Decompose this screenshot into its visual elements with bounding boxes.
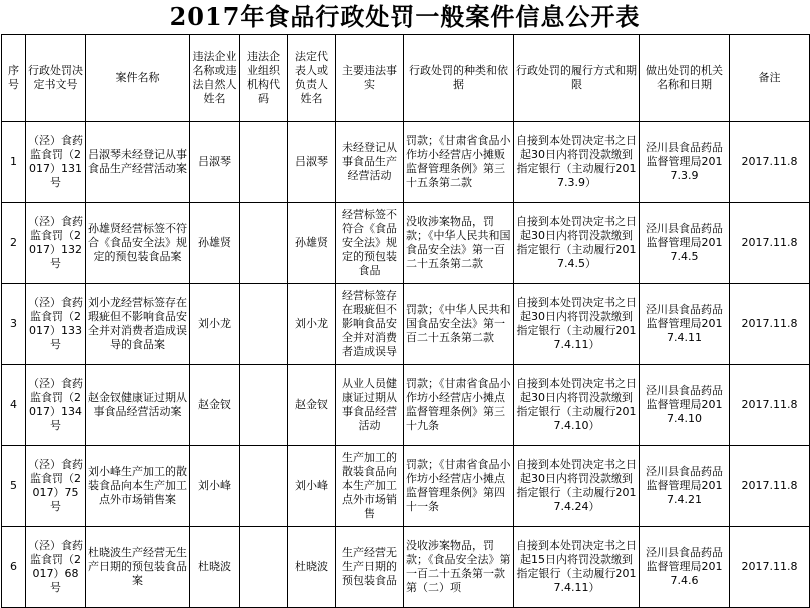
cell-case: 赵金钗健康证过期从事食品经营活动案 — [86, 365, 190, 446]
cell-rep: 吕淑琴 — [288, 122, 336, 203]
col-header-org-code: 违法企业组织机构代码 — [240, 35, 288, 122]
cell-penalty: 罚款；《甘肃省食品小作坊小经营店小摊点监督管理条例》第四十一条 — [404, 446, 514, 527]
cell-facts: 生产加工的散装食品向本生产加工点外市场销售 — [336, 446, 404, 527]
cell-facts: 经营标签存在瑕疵但不影响食品安全并对消费者造成误导 — [336, 284, 404, 365]
header-row — [2, 35, 810, 122]
cell-no: 6 — [2, 527, 26, 608]
cell-violator: 赵金钗 — [190, 365, 240, 446]
col-header-doc: 行政处罚决定书文号 — [26, 35, 86, 122]
page-title: 2017年食品行政处罚一般案件信息公开表 — [169, 2, 641, 31]
cell-violator: 刘小龙 — [190, 284, 240, 365]
col-header-violator: 违法企业名称或违法自然人姓名 — [190, 35, 240, 122]
cell-case: 刘小龙经营标签存在瑕疵但不影响食品安全并对消费者造成误导的食品案 — [86, 284, 190, 365]
cell-org-code — [240, 284, 288, 365]
col-header-rep: 法定代表人或负责人姓名 — [288, 35, 336, 122]
cell-rep: 刘小峰 — [288, 446, 336, 527]
cell-penalty: 罚款；《甘肃省食品小作坊小经营店小摊贩监督管理条例》第三十五条第二款 — [404, 122, 514, 203]
cell-method: 自接到本处罚决定书之日起30日内将罚没款缴到指定银行（主动履行2017.4.11） — [514, 284, 640, 365]
cell-facts: 从业人员健康证过期从事食品经营活动 — [336, 365, 404, 446]
col-header-no: 序号 — [2, 35, 26, 122]
col-header-method: 行政处罚的履行方式和期限 — [514, 35, 640, 122]
cell-no: 3 — [2, 284, 26, 365]
cell-doc: （泾）食药监食罚（2017）75号 — [26, 446, 86, 527]
cell-remark: 2017.11.8 — [730, 122, 810, 203]
cell-authority: 泾川县食品药品监督管理局2017.4.11 — [640, 284, 730, 365]
cell-no: 1 — [2, 122, 26, 203]
cell-remark: 2017.11.8 — [730, 365, 810, 446]
cell-remark: 2017.11.8 — [730, 527, 810, 608]
col-header-penalty: 行政处罚的种类和依据 — [404, 35, 514, 122]
table-row — [2, 365, 810, 446]
cell-doc: （泾）食药监食罚（2017）131号 — [26, 122, 86, 203]
cell-authority: 泾川县食品药品监督管理局2017.4.5 — [640, 203, 730, 284]
cell-method: 自接到本处罚决定书之日起30日内将罚没款缴到指定银行（主动履行2017.4.10） — [514, 365, 640, 446]
cell-doc: （泾）食药监食罚（2017）68号 — [26, 527, 86, 608]
cell-org-code — [240, 365, 288, 446]
col-header-case: 案件名称 — [86, 35, 190, 122]
cell-authority: 泾川县食品药品监督管理局2017.3.9 — [640, 122, 730, 203]
cell-violator: 吕淑琴 — [190, 122, 240, 203]
cell-method: 自接到本处罚决定书之日起30日内将罚没款缴到指定银行（主动履行2017.3.9） — [514, 122, 640, 203]
table-row — [2, 284, 810, 365]
cell-violator: 杜晓波 — [190, 527, 240, 608]
cell-case: 杜晓波生产经营无生产日期的预包装食品案 — [86, 527, 190, 608]
cell-method: 自接到本处罚决定书之日起15日内将罚没款缴到指定银行（主动履行2017.4.11） — [514, 527, 640, 608]
cell-facts: 生产经营无生产日期的预包装食品 — [336, 527, 404, 608]
cell-org-code — [240, 122, 288, 203]
cell-violator: 孙雄贤 — [190, 203, 240, 284]
cell-penalty: 没收涉案物品，罚款；《中华人民共和国食品安全法》第一百二十五条第二款 — [404, 203, 514, 284]
cell-method: 自接到本处罚决定书之日起30日内将罚没款缴到指定银行（主动履行2017.4.24） — [514, 446, 640, 527]
penalty-table — [1, 34, 810, 608]
table-row — [2, 122, 810, 203]
cell-facts: 经营标签不符合《食品安全法》规定的预包装食品 — [336, 203, 404, 284]
cell-no: 2 — [2, 203, 26, 284]
cell-rep: 杜晓波 — [288, 527, 336, 608]
table-row — [2, 527, 810, 608]
cell-remark: 2017.11.8 — [730, 446, 810, 527]
cell-doc: （泾）食药监食罚（2017）133号 — [26, 284, 86, 365]
cell-org-code — [240, 446, 288, 527]
cell-case: 孙雄贤经营标签不符合《食品安全法》规定的预包装食品案 — [86, 203, 190, 284]
cell-penalty: 没收涉案物品，罚款；《食品安全法》第一百二十五条第一款第（二）项 — [404, 527, 514, 608]
cell-authority: 泾川县食品药品监督管理局2017.4.21 — [640, 446, 730, 527]
cell-org-code — [240, 527, 288, 608]
cell-no: 4 — [2, 365, 26, 446]
cell-method: 自接到本处罚决定书之日起30日内将罚没款缴到指定银行（主动履行2017.4.5） — [514, 203, 640, 284]
col-header-facts: 主要违法事实 — [336, 35, 404, 122]
table-row — [2, 446, 810, 527]
cell-doc: （泾）食药监食罚（2017）132号 — [26, 203, 86, 284]
cell-case: 吕淑琴未经登记从事食品生产经营活动案 — [86, 122, 190, 203]
cell-no: 5 — [2, 446, 26, 527]
cell-rep: 孙雄贤 — [288, 203, 336, 284]
cell-authority: 泾川县食品药品监督管理局2017.4.6 — [640, 527, 730, 608]
cell-authority: 泾川县食品药品监督管理局2017.4.10 — [640, 365, 730, 446]
cell-org-code — [240, 203, 288, 284]
cell-penalty: 罚款；《甘肃省食品小作坊小经营店小摊点监督管理条例》第三十九条 — [404, 365, 514, 446]
cell-doc: （泾）食药监食罚（2017）134号 — [26, 365, 86, 446]
cell-remark: 2017.11.8 — [730, 203, 810, 284]
cell-remark: 2017.11.8 — [730, 284, 810, 365]
cell-facts: 未经登记从事食品生产经营活动 — [336, 122, 404, 203]
cell-case: 刘小峰生产加工的散装食品向本生产加工点外市场销售案 — [86, 446, 190, 527]
cell-penalty: 罚款；《中华人民共和国食品安全法》第一百二十五条第二款 — [404, 284, 514, 365]
col-header-authority: 做出处罚的机关名称和日期 — [640, 35, 730, 122]
cell-rep: 赵金钗 — [288, 365, 336, 446]
table-row — [2, 203, 810, 284]
cell-rep: 刘小龙 — [288, 284, 336, 365]
col-header-remark: 备注 — [730, 35, 810, 122]
cell-violator: 刘小峰 — [190, 446, 240, 527]
